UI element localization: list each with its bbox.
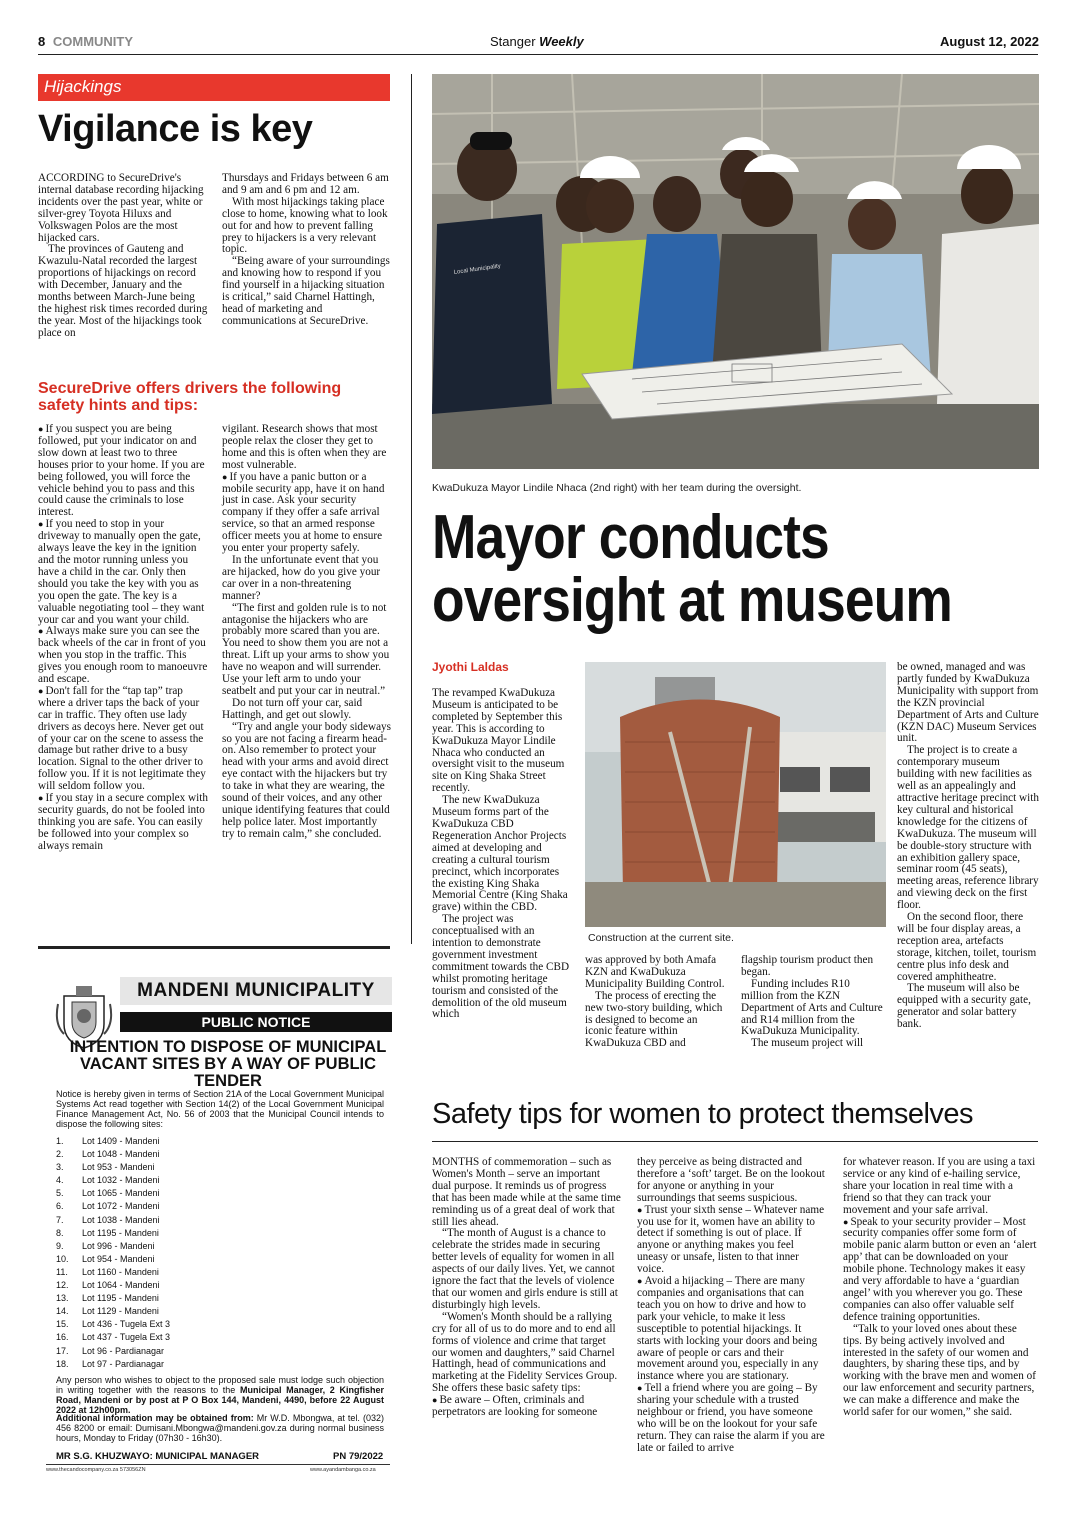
- lot-number: 17.: [56, 1345, 69, 1356]
- paragraph: ● If you stay in a secure complex with security guards, do not be fooled into thinking you are safe. You can easily be followed into your complex so always remain: [38, 793, 208, 853]
- construction-caption: Construction at the current site.: [588, 932, 734, 944]
- paragraph: The museum will also be equipped with a security gate, generator and solar battery bank.: [897, 982, 1031, 1031]
- section-tag-label: Hijackings: [44, 77, 122, 96]
- lot-item: [56, 1318, 256, 1331]
- lot-item: [56, 1358, 256, 1371]
- info-text: [56, 1413, 384, 1443]
- header-rule: [38, 54, 1038, 55]
- article-column: [432, 1157, 622, 1419]
- mayor-headline: [432, 503, 957, 635]
- paragraph: The project is to create a contemporary museum building with new facilities as well as an appealingly and attractive heritage precinct with key cultural and historical knowledge for the citizens of KwaDukuza. The museum will be double-story structure with an exhibition gallery space, seminar room (45 seats), meeting areas, reference library and viewing deck on the first floor.: [897, 744, 1039, 912]
- paragraph: “The month of August is a chance to celebrate the strides made in securing better levels of equality for women in all aspects of our daily lives. Yet, we cannot ignore the fact that the levels of violence that our women and girls endure is still at disturbingly high levels.: [432, 1227, 618, 1311]
- lot-label: Lot 954 - Mandeni: [82, 1253, 155, 1264]
- article-headline: Vigilance is key: [38, 108, 313, 150]
- paragraph: flagship tourism product then began.: [741, 954, 874, 978]
- lot-label: Lot 1038 - Mandeni: [82, 1214, 160, 1225]
- lot-item: [56, 1200, 256, 1213]
- column-divider: [411, 74, 412, 944]
- lot-number: 16.: [56, 1332, 69, 1343]
- page-number-section: [38, 34, 133, 49]
- article-column: [38, 424, 208, 853]
- lot-item: [56, 1135, 256, 1148]
- lot-label: Lot 1160 - Mandeni: [82, 1266, 159, 1277]
- paragraph: Do not turn off your car, said Hattingh, and get out slowly.: [222, 696, 363, 721]
- lot-number: 13.: [56, 1293, 69, 1304]
- article-column: [897, 662, 1039, 1031]
- paragraph: ● If you suspect you are being followed, put your indicator on and slow down at least two to three houses prior to your home. If you are being followed, you will force the vehicle behind you to pass and this could cause the criminals to lose interest.: [38, 424, 208, 519]
- lot-item: [56, 1227, 256, 1240]
- lot-number: 4.: [56, 1175, 64, 1186]
- paragraph: ● Speak to your security provider – Most security companies offer some form of mobile panic alarm button or even an ‘alert app’ that can be downloaded on your mobile phone. Technology makes it easy and very affordable to have a ‘guardian angel’ with you wherever you go. These companies can also offer valuable self defence training opportunities.: [843, 1217, 1038, 1324]
- article-column: [741, 955, 883, 1050]
- paragraph: Thursdays and Fridays between 6 am and 9 am and 6 pm and 12 am.: [222, 172, 389, 196]
- article-column: [38, 173, 208, 340]
- article-column: [222, 424, 392, 841]
- lot-number: 9.: [56, 1240, 64, 1251]
- lot-number: 12.: [56, 1280, 69, 1291]
- agency-web-right: www.ayandambanga.co.za: [310, 1467, 376, 1473]
- lot-number: 10.: [56, 1253, 69, 1264]
- article-column: [222, 173, 392, 328]
- paragraph: ● Avoid a hijacking – There are many companies and organisations that can teach you on how to drive and how to park your vehicle, to make it less susceptible to potential hijackings. It starts with locking your doors and being aware of people or cars and their movement around you, especially in any instance where you are stationary.: [637, 1276, 827, 1383]
- lot-label: Lot 1409 - Mandeni: [82, 1136, 160, 1146]
- paragraph: be owned, managed and was partly funded by KwaDukuza Municipality with support from the KZN provincial Department of Arts and Culture (KZN DAC) Museum Services unit.: [897, 661, 1039, 745]
- objection-text: [56, 1375, 384, 1415]
- lot-item: [56, 1331, 256, 1344]
- lot-label: Lot 1064 - Mandeni: [82, 1280, 160, 1291]
- article-column: [432, 688, 574, 1021]
- paragraph: In the unfortunate event that you are hijacked, how do you give your car over in a non-threatening manner?: [222, 553, 381, 602]
- signatory: MR S.G. KHUZWAYO: MUNICIPAL MANAGER: [56, 1451, 260, 1462]
- lot-item: [56, 1253, 256, 1266]
- lot-item: [56, 1214, 256, 1227]
- construction-illustration: [585, 662, 886, 927]
- paragraph: The museum project will: [751, 1037, 864, 1050]
- municipality-name: MANDENI MUNICIPALITY: [120, 977, 392, 1005]
- paragraph: “Being aware of your surroundings and knowing how to respond if you find yourself in a hijacking situation is critical,” said Charnel Hattingh, head of marketing and communications at SecureDrive.: [222, 255, 390, 327]
- masthead-weekly: Weekly: [539, 34, 584, 49]
- shirt-logo-text: Local Municipality: [453, 263, 502, 276]
- tag-rule: [38, 100, 390, 101]
- paragraph: ● Be aware – Often, criminals and perpetrators are looking for someone: [432, 1395, 622, 1419]
- lot-label: Lot 996 - Mandeni: [82, 1240, 155, 1251]
- lot-label: Lot 436 - Tugela Ext 3: [82, 1319, 171, 1330]
- lot-label: Lot 96 - Pardianagar: [82, 1345, 165, 1356]
- paragraph: The revamped KwaDukuza Museum is anticipated to be completed by September this year. This is according to KwaDukuza Mayor Lindile Nhaca who conducted an oversight visit to the museum site on King Shaka Street recently.: [432, 687, 565, 795]
- lot-number: 8.: [56, 1227, 64, 1238]
- paragraph: “Women's Month should be a rallying cry for all of us to do more and to end all forms of violence and crime that target our women and daughters,” said Charnel Hattingh, head of communications and marketing at the Fidelity Services Group.: [432, 1310, 618, 1383]
- info-contact: Mr W.D. Mbongwa, at tel. (032) 456 8200 or email: Dumisani.Mbongwa@mandeni.gov.za during normal business hours, Monday to Friday (07h30 - 16h30).: [56, 1413, 384, 1443]
- byline: Jyothi Laldas: [432, 660, 509, 674]
- paragraph: ● If you need to stop in your driveway to manually open the gate, always leave the key in the ignition and the motor running unless you have a child in the car. Only then should you take the key with you as you open the gate. The key is a valuable negotiating tool – they want your car and you want your child.: [38, 519, 208, 626]
- lot-item: [56, 1148, 256, 1161]
- paragraph: ● Don't fall for the “tap tap” trap where a driver taps the back of your car in traffic. They often use lady drivers as decoys here. Never get out of your car on the scene to assess the damage but rather drive to a busy location. Signal to the other driver to follow you. If it is not legitimate they will seldom follow you.: [38, 686, 208, 793]
- paragraph: they perceive as being distracted and therefore a ‘soft’ target. Be on the lookout for anyone or anything in your surroundings that seems suspicious.: [637, 1156, 825, 1204]
- objection-text-1: Any person who wishes to object to the proposed sale must lodge such objection in writing together with the reasons to the: [56, 1375, 384, 1395]
- lot-label: Lot 1072 - Mandeni: [82, 1201, 160, 1212]
- paragraph: was approved by both Amafa KZN and KwaDukuza Municipality Building Control.: [585, 954, 725, 990]
- paragraph: The project was conceptualised with an intention to demonstrate government investment commitment towards the CBD whilst promoting heritage tourism and consisted of the demolition of the old museum which: [432, 913, 570, 1021]
- masthead-name: Stanger: [490, 34, 536, 49]
- paragraph: “The first and golden rule is to not antagonise the hijackers who are probably more scared than you are. You need to show them you are not a threat. Lift up your arms to show you have no weapon and will surrender. Use your left arm to undo your seatbelt and put your car in neutral.”: [222, 601, 390, 697]
- lot-number: 1.: [56, 1136, 64, 1146]
- lot-list: [56, 1135, 256, 1371]
- page-number: 8: [38, 34, 46, 49]
- paragraph: vigilant. Research shows that most people relax the closer they get to home and this is often when they are most vulnerable.: [222, 423, 387, 471]
- lot-number: 3.: [56, 1162, 64, 1173]
- article-column: [843, 1157, 1038, 1419]
- paragraph: ● Always make sure you can see the back wheels of the car in front of you when you stop in the traffic. This gives you enough room to manoeuvre and escape.: [38, 626, 208, 686]
- lot-label: Lot 1195 - Mandeni: [82, 1293, 159, 1304]
- lot-item: [56, 1240, 256, 1253]
- lot-item: [56, 1266, 256, 1279]
- paragraph: for whatever reason. If you are using a taxi service or any kind of e-hailing service, share your location in real time with a friend so that they can track your movement and your safe arrival.: [843, 1156, 1036, 1216]
- article-column: [637, 1157, 827, 1455]
- lot-label: Lot 953 - Mandeni: [82, 1162, 155, 1173]
- oversight-photo: [432, 74, 1039, 469]
- construction-photo: [585, 662, 886, 927]
- lot-number: 15.: [56, 1319, 69, 1330]
- safety-rule: [432, 1141, 1038, 1142]
- paragraph: The new KwaDukuza Museum forms part of the KwaDukuza CBD Regeneration Anchor Projects aimed at developing and creating a cultural tourism precinct, which incorporates the existing King Shaka Memorial Centre (King Shaka grave) within the CBD.: [432, 794, 568, 914]
- lot-number: 11.: [56, 1266, 68, 1277]
- paragraph: She offers these basic safety tips:: [432, 1382, 581, 1395]
- lot-number: 14.: [56, 1306, 69, 1317]
- paragraph: Funding includes R10 million from the KZN Department of Arts and Culture and R14 million from the KwaDukuza Municipality.: [741, 977, 883, 1038]
- lot-label: Lot 1065 - Mandeni: [82, 1188, 160, 1199]
- paragraph: On the second floor, there will be four display areas, a reception area, artefacts storage, kitchen, toilet, tourism centre plus info desk and covered amphitheatre.: [897, 911, 1037, 983]
- paragraph: The process of erecting the new two-story building, which is designed to become an iconic feature within KwaDukuza CBD and: [585, 989, 723, 1050]
- paragraph: “Talk to your loved ones about these tips. By being actively involved and interested in the safety of our women and daughters, by sharing these tips, and by working with the brave men and women of our law enforcement and security partners, we can make a difference and make the world safer for our women,” she said.: [843, 1322, 1036, 1419]
- lot-label: Lot 437 - Tugela Ext 3: [82, 1332, 171, 1343]
- lot-label: Lot 1195 - Mandeni: [82, 1227, 159, 1238]
- lot-item: [56, 1187, 256, 1200]
- paragraph: ACCORDING to SecureDrive's internal database recording hijacking incidents over the past year, white or silver-grey Toyota Hiluxs and Volkswagen Polos are the most hijacked cars.: [38, 172, 204, 244]
- paragraph: “Try and angle your body sideways so you are not facing a firearm head-on. Also remember to protect your head with your arms and avoid direct eye contact with the hijackers but try to take in what they are wearing, the sound of their voices, and any other unique identifying features that could help police later. Most importantly try to remain calm,” she concluded.: [222, 720, 391, 840]
- lot-label: Lot 1032 - Mandeni: [82, 1175, 160, 1186]
- lot-item: [56, 1161, 256, 1174]
- info-label: Additional information may be obtained from:: [56, 1413, 254, 1423]
- paragraph: ● Tell a friend where you are going – By sharing your schedule with a trusted neighbour or friend, you have someone who will be on the lookout for your safe return. They can raise the alarm if you are late or failed to arrive: [637, 1383, 827, 1454]
- lot-label: Lot 97 - Pardianagar: [82, 1358, 165, 1369]
- masthead: [490, 34, 584, 49]
- public-notice-ad: [38, 946, 390, 1481]
- lot-item: [56, 1279, 256, 1292]
- paragraph: MONTHS of commemoration – such as Women's Month – serve an important dual purpose. It reminds us of progress that has been made while at the same time reminding us of a great deal of work that still lies ahead.: [432, 1156, 621, 1228]
- lot-item: [56, 1292, 256, 1305]
- section-name: COMMUNITY: [52, 34, 134, 49]
- paragraph: The provinces of Gauteng and Kwazulu-Natal recorded the largest proportions of hijackings on record with December, January and the months between March-June being the highest risk times recorded during the year. Most of the hijackings took place on: [38, 243, 208, 339]
- lot-item: [56, 1174, 256, 1187]
- photo-caption: KwaDukuza Mayor Lindile Nhaca (2nd right) with her team during the oversight.: [432, 482, 802, 494]
- notice-intro: Notice is hereby given in terms of Section 21A of the Local Government Municipal Systems Act read together with Section 14(2) of the Local Government Municipal Finance Management Act, No. 56 of 2003 that the Municipal Council intends to dispose the following sites:: [56, 1089, 384, 1129]
- lot-label: Lot 1048 - Mandeni: [82, 1149, 160, 1160]
- notice-header: [46, 959, 388, 1090]
- safety-headline: Safety tips for women to protect themselves: [432, 1098, 974, 1130]
- oversight-photo-illustration: [432, 74, 1039, 469]
- notice-footer-rule: [46, 1464, 390, 1465]
- issue-date: August 12, 2022: [940, 34, 1039, 49]
- mayor-headline-line2: oversight at museum: [432, 566, 952, 635]
- paragraph: ● If you have a panic button or a mobile security app, have it on hand just in case. Ask your security company if they offer a safe arrival service, so that an armed response officer meets you at home to ensure you enter your property safely.: [222, 472, 392, 555]
- public-notice-label: PUBLIC NOTICE: [120, 1012, 392, 1032]
- tips-subheading: SecureDrive offers drivers the following safety hints and tips:: [38, 380, 342, 414]
- lot-number: 7.: [56, 1214, 64, 1225]
- lot-number: 6.: [56, 1201, 64, 1212]
- lot-number: 2.: [56, 1149, 64, 1160]
- paragraph: With most hijackings taking place close to home, knowing what to look out for and how to prevent falling prey to hijackers is a very relevant topic.: [222, 195, 388, 256]
- article-column: [585, 955, 727, 1050]
- section-tag: [38, 74, 390, 100]
- lot-label: Lot 1129 - Mandeni: [82, 1306, 159, 1317]
- objection-address: Municipal Manager, 2 Kingfisher Road, Mandeni or by post at P O Box 144, Mandeni, 4490, before 22 August 2022 at 12h00pm.: [56, 1385, 384, 1415]
- lot-item: [56, 1305, 256, 1318]
- agency-web-left: www.thecandocompany.co.za 573056ZN: [46, 1467, 146, 1473]
- paragraph: ● Trust your sixth sense – Whatever name you use for it, women have an ability to detect if something is out of place. If anyone or anything makes you feel uneasy or unsafe, listen to that inner voice.: [637, 1205, 827, 1276]
- notice-title: INTENTION TO DISPOSE OF MUNICIPAL VACANT SITES BY A WAY OF PUBLIC TENDER: [69, 1038, 387, 1090]
- notice-ref: PN 79/2022: [333, 1451, 384, 1462]
- lot-number: 5.: [56, 1188, 64, 1199]
- lot-item: [56, 1345, 256, 1358]
- lot-number: 18.: [56, 1358, 69, 1369]
- mayor-headline-line1: Mayor conducts: [432, 503, 829, 572]
